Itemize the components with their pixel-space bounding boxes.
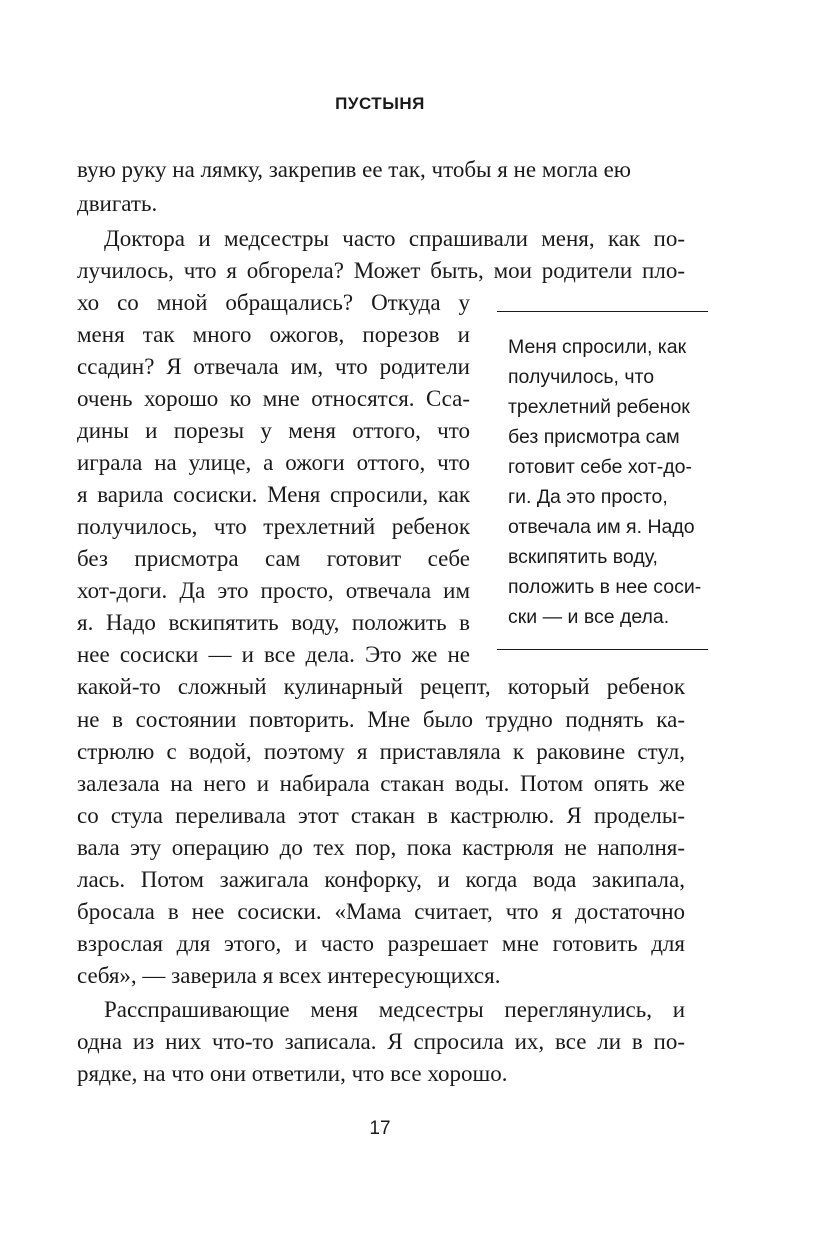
body-line: нее сосиски — и все дела. Это же не	[77, 642, 470, 667]
body-line: стрюлю с водой, поэтому я приставляла к раковине стул,	[77, 739, 685, 764]
body-line: очень хорошо ко мне относятся. Сса-	[77, 386, 470, 411]
pull-quote-line: трехлетний ребенок	[508, 396, 690, 418]
pull-quote-line: ски — и все дела.	[508, 606, 670, 628]
body-line: вала эту операцию до тех пор, пока кастрюля не наполня-	[77, 835, 685, 860]
pull-quote-line: положить в нее соси-	[508, 576, 702, 598]
body-line: одна из них что-то записала. Я спросила их, все ли в по-	[77, 1029, 685, 1054]
body-line: бросала в нее сосиски. «Мама считает, что я достаточно	[77, 899, 685, 924]
body-line: играла на улице, а ожоги оттого, что	[77, 450, 470, 475]
body-line: лась. Потом зажигала конфорку, и когда вода закипала,	[77, 867, 685, 892]
body-line: я. Надо вскипятить воду, положить в	[77, 610, 470, 635]
pull-quote-line: без присмотра сам	[508, 426, 680, 448]
page-number: 17	[369, 1118, 391, 1139]
body-line: рядке, на что они ответили, что все хорошо.	[77, 1061, 508, 1086]
body-line: Доктора и медсестры часто спрашивали меня, как по-	[104, 226, 685, 251]
body-line: меня так много ожогов, порезов и	[77, 322, 470, 347]
body-line: хот-доги. Да это просто, отвечала им	[77, 578, 470, 603]
body-line: вую руку на лямку, закрепив ее так, чтобы я не могла ею	[77, 157, 631, 182]
pull-quote-line: готовит себе хот-до-	[508, 456, 692, 478]
pull-quote-line: отвечала им я. Надо	[508, 516, 695, 538]
body-line: себя», — заверила я всех интересующихся.	[77, 963, 501, 988]
body-line: какой-то сложный кулинарный рецепт, который ребенок	[77, 674, 685, 699]
body-line: дины и порезы у меня оттого, что	[77, 418, 470, 443]
body-line: ссадин? Я отвечала им, что родители	[77, 354, 470, 379]
body-line: лучилось, что я обгорела? Может быть, мои родители пло-	[77, 258, 685, 283]
body-line: Расспрашивающие меня медсестры переглянулись, и	[104, 997, 685, 1022]
body-line: взрослая для этого, и часто разрешает мне готовить для	[77, 931, 685, 956]
body-line: я варила сосиски. Меня спросили, как	[77, 482, 470, 507]
body-line: получилось, что трехлетний ребенок	[77, 514, 470, 539]
body-line: двигать.	[77, 191, 158, 216]
body-line: залезала на него и набирала стакан воды. Потом опять же	[77, 771, 685, 796]
body-line: без присмотра сам готовит себе	[77, 546, 470, 571]
pull-quote-line: получилось, что	[508, 366, 655, 388]
running-head: ПУСТЫНЯ	[335, 94, 425, 113]
body-line: не в состоянии повторить. Мне было трудно поднять ка-	[77, 707, 685, 732]
body-line: хо со мной обращались? Откуда у	[77, 290, 470, 315]
pull-quote	[497, 311, 708, 650]
pull-quote-line: вскипятить воду,	[508, 546, 658, 568]
pull-quote-line: Меня спросили, как	[508, 336, 687, 358]
body-line: со стула переливала этот стакан в кастрюлю. Я проделы-	[77, 803, 685, 828]
pull-quote-line: ги. Да это просто,	[508, 486, 668, 508]
